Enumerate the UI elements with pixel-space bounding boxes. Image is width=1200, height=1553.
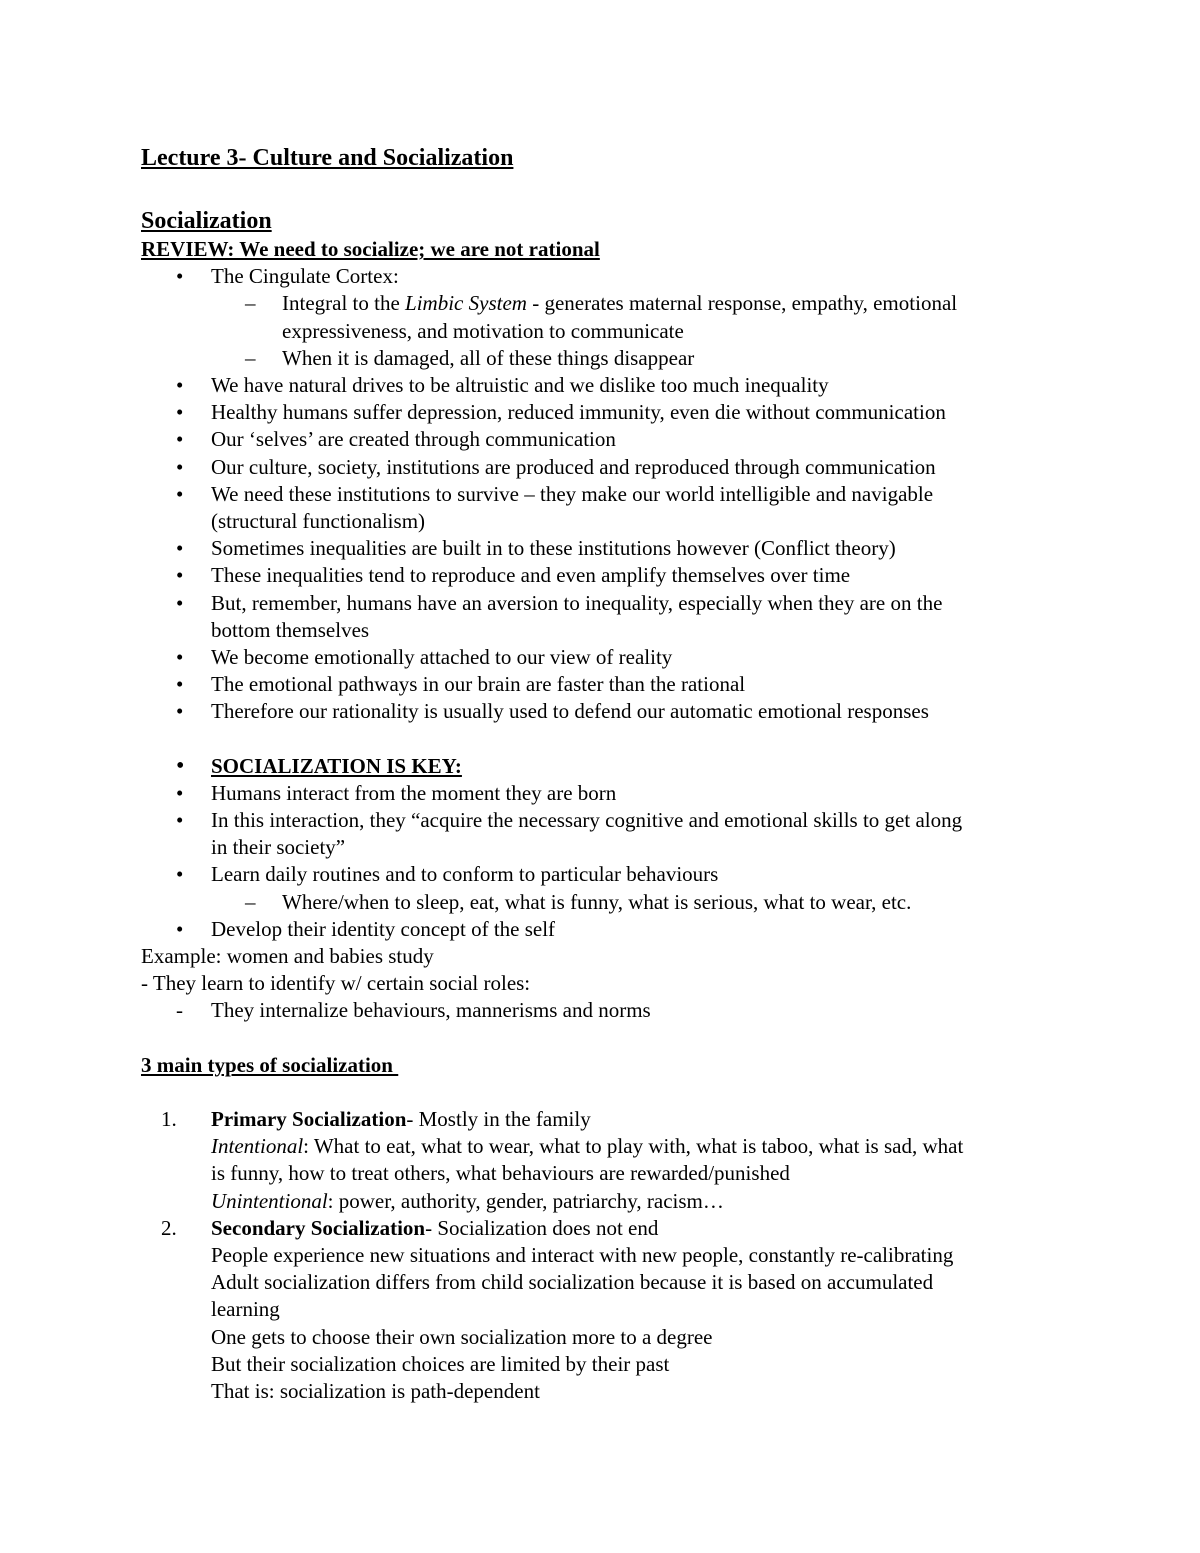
list-item: • Healthy humans suffer depression, reduced immunity, even die without communication <box>141 399 1071 426</box>
spacer <box>141 1025 1071 1052</box>
list-item: • But, remember, humans have an aversion to inequality, especially when they are on the <box>141 590 1071 617</box>
sub-list-item: – Where/when to sleep, eat, what is funny, what is serious, what to wear, etc. <box>141 889 1071 916</box>
list-item: • We need these institutions to survive – they make our world intelligible and navigable <box>141 481 1071 508</box>
sub-list-item: – Integral to the Limbic System - generates maternal response, empathy, emotional <box>141 290 1071 317</box>
secondary-line: People experience new situations and interact with new people, constantly re-calibrating <box>211 1242 954 1267</box>
document-page <box>141 143 1071 1405</box>
review-list <box>141 263 1071 725</box>
dash-list-item: - They internalize behaviours, mannerisms and norms <box>141 997 1071 1024</box>
secondary-socialization-term: Secondary Socialization <box>211 1215 426 1240</box>
key-list <box>141 753 1071 1025</box>
types-list <box>141 1106 1071 1405</box>
sub-list-item: – When it is damaged, all of these things disappear <box>141 345 1071 372</box>
secondary-line: That is: socialization is path-dependent <box>211 1378 540 1403</box>
list-item: • Develop their identity concept of the self <box>141 916 1071 943</box>
key-heading: SOCIALIZATION IS KEY: <box>211 753 462 778</box>
list-item-continued: bottom themselves <box>211 617 370 642</box>
list-item: • In this interaction, they “acquire the necessary cognitive and emotional skills to get along <box>141 807 1071 834</box>
secondary-line: Adult socialization differs from child socialization because it is based on accumulated <box>211 1270 934 1295</box>
list-item: • Learn daily routines and to conform to particular behaviours <box>141 861 1071 888</box>
list-item: • The Cingulate Cortex: <box>141 263 1071 290</box>
example-line: Example: women and babies study <box>141 944 434 969</box>
numbered-item-primary: 1. Primary Socialization- Mostly in the family <box>141 1106 1071 1133</box>
list-item-continued: in their society” <box>211 835 346 860</box>
review-heading: REVIEW: We need to socialize; we are not rational <box>141 237 600 261</box>
intentional-line-continued: is funny, how to treat others, what behaviours are rewarded/punished <box>211 1161 790 1186</box>
item-number: 2. <box>161 1215 177 1240</box>
list-item: • We become emotionally attached to our view of reality <box>141 644 1071 671</box>
list-item: • Our ‘selves’ are created through communication <box>141 426 1071 453</box>
list-item: • The emotional pathways in our brain are faster than the rational <box>141 671 1071 698</box>
list-item: • Sometimes inequalities are built in to these institutions however (Conflict theory) <box>141 535 1071 562</box>
lecture-title: Lecture 3- Culture and Socialization <box>141 145 514 171</box>
spacer <box>141 726 1071 753</box>
spacer <box>141 1079 1071 1106</box>
secondary-line: But their socialization choices are limited by their past <box>211 1351 670 1376</box>
list-item-continued: (structural functionalism) <box>211 509 426 534</box>
key-heading-item <box>141 753 1071 780</box>
intentional-line: Intentional: What to eat, what to wear, what to play with, what is taboo, what is sad, what <box>211 1134 964 1159</box>
list-item: • Our culture, society, institutions are produced and reproduced through communication <box>141 454 1071 481</box>
list-item: • Therefore our rationality is usually used to defend our automatic emotional responses <box>141 698 1071 725</box>
sub-list-item-continued: expressiveness, and motivation to communicate <box>282 318 684 343</box>
limbic-system-term: Limbic System <box>405 291 527 316</box>
unintentional-line: Unintentional: power, authority, gender, patriarchy, racism… <box>211 1188 724 1213</box>
list-item: • We have natural drives to be altruistic and we dislike too much inequality <box>141 372 1071 399</box>
list-item: • Humans interact from the moment they are born <box>141 780 1071 807</box>
secondary-line-continued: learning <box>211 1297 280 1322</box>
types-heading: 3 main types of socialization <box>141 1052 399 1077</box>
item-number: 1. <box>161 1106 177 1131</box>
section-heading: Socialization <box>141 208 272 234</box>
primary-socialization-term: Primary Socialization <box>211 1106 407 1131</box>
secondary-line: One gets to choose their own socialization more to a degree <box>211 1324 713 1349</box>
list-item: • These inequalities tend to reproduce and even amplify themselves over time <box>141 562 1071 589</box>
learn-line: - They learn to identify w/ certain social roles: <box>141 971 531 996</box>
unintentional-label: Unintentional <box>211 1188 328 1213</box>
numbered-item-secondary: 2. Secondary Socialization- Socialization does not end <box>141 1215 1071 1242</box>
intentional-label: Intentional <box>211 1134 304 1159</box>
